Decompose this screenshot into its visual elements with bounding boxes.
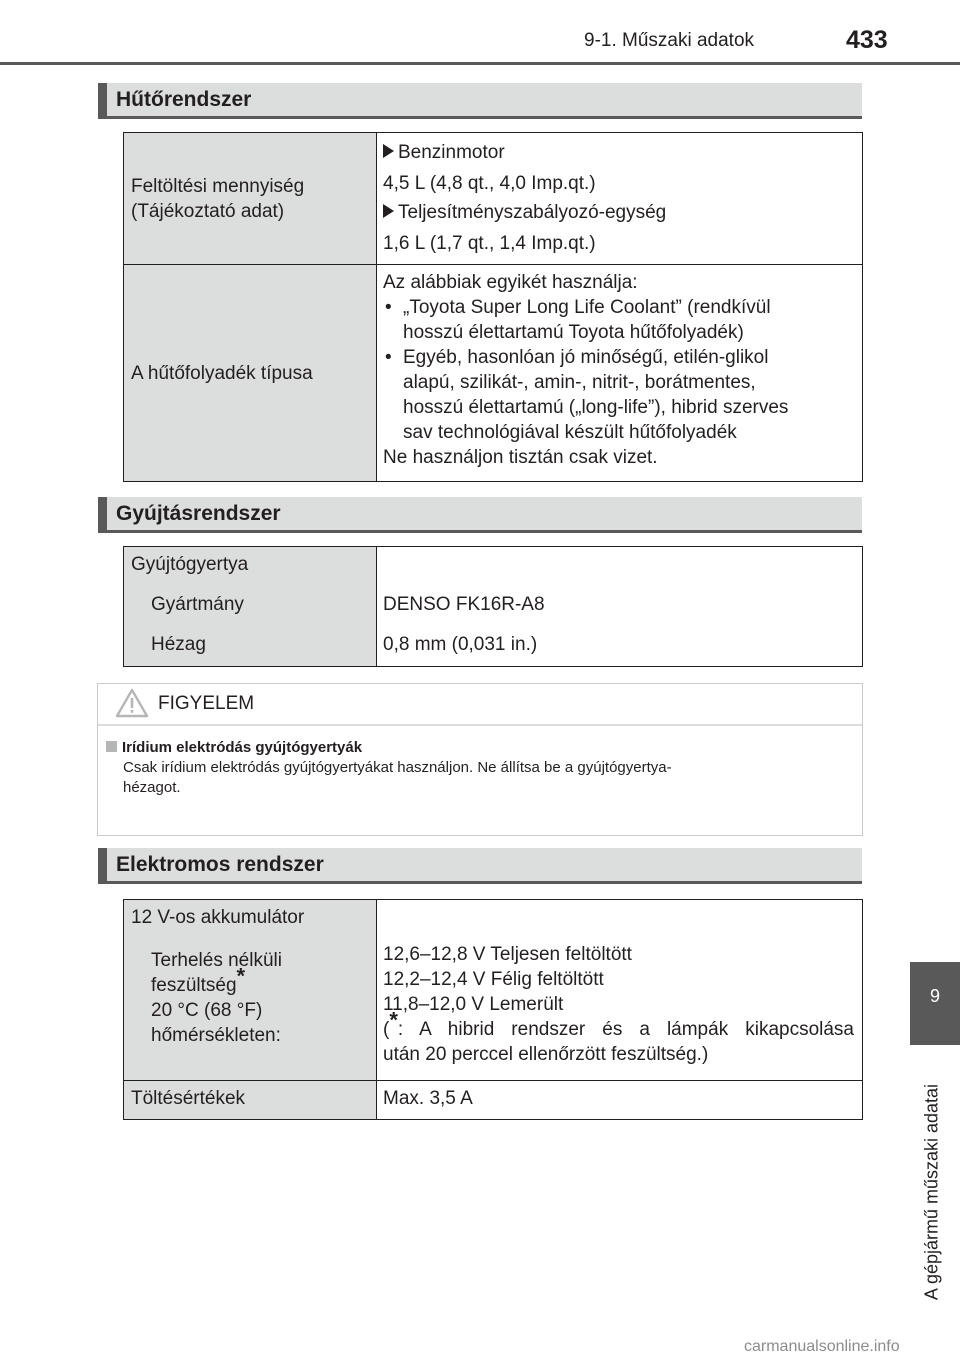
cooling-spec-table bbox=[123, 132, 863, 482]
section-accent bbox=[98, 848, 107, 881]
header-rule bbox=[0, 62, 960, 65]
pcu-capacity-value: 1,6 L (1,7 qt., 1,4 Imp.qt.) bbox=[383, 233, 596, 254]
table-row bbox=[124, 1081, 863, 1120]
caution-subtitle: Irídium elektródás gyújtógyertyák bbox=[106, 738, 851, 758]
engine-heading: Benzinmotor bbox=[383, 140, 856, 165]
caution-text-line: Csak irídium elektródás gyújtógyertyákat használjon. Ne állítsa be a gyújtógyertya- bbox=[123, 759, 672, 776]
coolant-intro: Az alábbiak egyikét használja: bbox=[383, 272, 638, 293]
battery-label: 12 V-os akkumulátor bbox=[131, 907, 305, 928]
make-label: Gyártmány bbox=[151, 594, 244, 615]
page-header bbox=[0, 0, 960, 70]
header-section-title: 9-1. Műszaki adatok bbox=[584, 30, 755, 51]
voltage-label: Terhelés nélküli feszültség* 20 °C (68 °F) hőmérsékleten: bbox=[151, 950, 282, 1046]
list-item: • „Toyota Super Long Life Coolant” (rendkívül hosszú élettartamú Toyota hűtőfolyadék) bbox=[383, 295, 856, 345]
chapter-title-vertical bbox=[912, 1057, 952, 1327]
charge-value: Max. 3,5 A bbox=[377, 1081, 863, 1120]
capacity-label: Feltöltési mennyiség bbox=[131, 175, 305, 197]
chapter-title: A gépjármű műszaki adatai bbox=[921, 1083, 942, 1301]
watermark: carmanualsonline.info bbox=[744, 1338, 900, 1355]
table-label-cell bbox=[124, 133, 377, 265]
section-header-electrical bbox=[98, 848, 862, 884]
voltage-empty: 11,8–12,0 V Lemerült bbox=[383, 994, 564, 1015]
page-number: 433 bbox=[846, 26, 888, 54]
voltage-full: 12,6–12,8 V Teljesen feltöltött bbox=[383, 944, 632, 965]
table-row bbox=[124, 133, 863, 265]
voltage-footnote-cont: után 20 perccel ellenőrzött feszültség.) bbox=[383, 1044, 709, 1065]
caution-body bbox=[106, 738, 851, 798]
caution-box bbox=[97, 683, 863, 836]
chapter-number: 9 bbox=[929, 986, 940, 1006]
caution-text-line: hézagot. bbox=[123, 779, 181, 796]
section-title: Gyújtásrendszer bbox=[116, 502, 281, 525]
chapter-tab bbox=[910, 962, 960, 1045]
table-row bbox=[124, 265, 863, 482]
section-header-cooling bbox=[98, 83, 862, 119]
gap-value: 0,8 mm (0,031 in.) bbox=[383, 634, 538, 655]
section-title: Hűtőrendszer bbox=[116, 88, 252, 111]
caution-header bbox=[98, 684, 862, 726]
ignition-spec-table bbox=[123, 546, 863, 667]
triangle-bullet-icon bbox=[383, 204, 394, 218]
section-accent bbox=[98, 83, 107, 116]
capacity-label-note: (Tájékoztató adat) bbox=[131, 200, 285, 222]
electrical-spec-table bbox=[123, 899, 863, 1120]
coolant-note: Ne használjon tisztán csak vizet. bbox=[383, 447, 658, 468]
spark-plug-label: Gyújtógyertya bbox=[131, 554, 249, 575]
triangle-bullet-icon bbox=[383, 144, 394, 158]
voltage-half: 12,2–12,4 V Félig feltöltött bbox=[383, 969, 604, 990]
table-value-cell bbox=[377, 265, 863, 482]
section-header-ignition bbox=[98, 497, 862, 533]
pcu-heading: Teljesítményszabályozó-egység bbox=[383, 200, 856, 225]
table-value-cell bbox=[377, 133, 863, 265]
table-value-cell bbox=[377, 900, 863, 1081]
charge-label: Töltésértékek bbox=[124, 1081, 377, 1120]
table-row bbox=[124, 547, 863, 667]
list-item: • Egyéb, hasonlóan jó minőségű, etilén-glikol alapú, szilikát-, amin-, nitrit-, borátmentes, hosszú élettartamú („long-life”), hibrid szerves sav technológiával készült hűtőfolyadék bbox=[383, 345, 856, 445]
warning-triangle-icon bbox=[115, 687, 149, 719]
table-row bbox=[124, 900, 863, 1081]
engine-capacity-value: 4,5 L (4,8 qt., 4,0 Imp.qt.) bbox=[383, 173, 596, 194]
table-value-cell bbox=[377, 547, 863, 667]
coolant-type-label: A hűtőfolyadék típusa bbox=[124, 265, 377, 482]
make-value: DENSO FK16R-A8 bbox=[383, 594, 545, 615]
table-label-cell bbox=[124, 547, 377, 667]
gap-label: Hézag bbox=[151, 634, 206, 655]
section-title: Elektromos rendszer bbox=[116, 853, 324, 876]
caution-title: FIGYELEM bbox=[158, 693, 255, 714]
table-label-cell bbox=[124, 900, 377, 1081]
voltage-footnote: (*: A hibrid rendszer és a lámpák kikapcsolása bbox=[383, 1007, 854, 1040]
section-accent bbox=[98, 497, 107, 530]
square-bullet-icon bbox=[106, 741, 117, 752]
